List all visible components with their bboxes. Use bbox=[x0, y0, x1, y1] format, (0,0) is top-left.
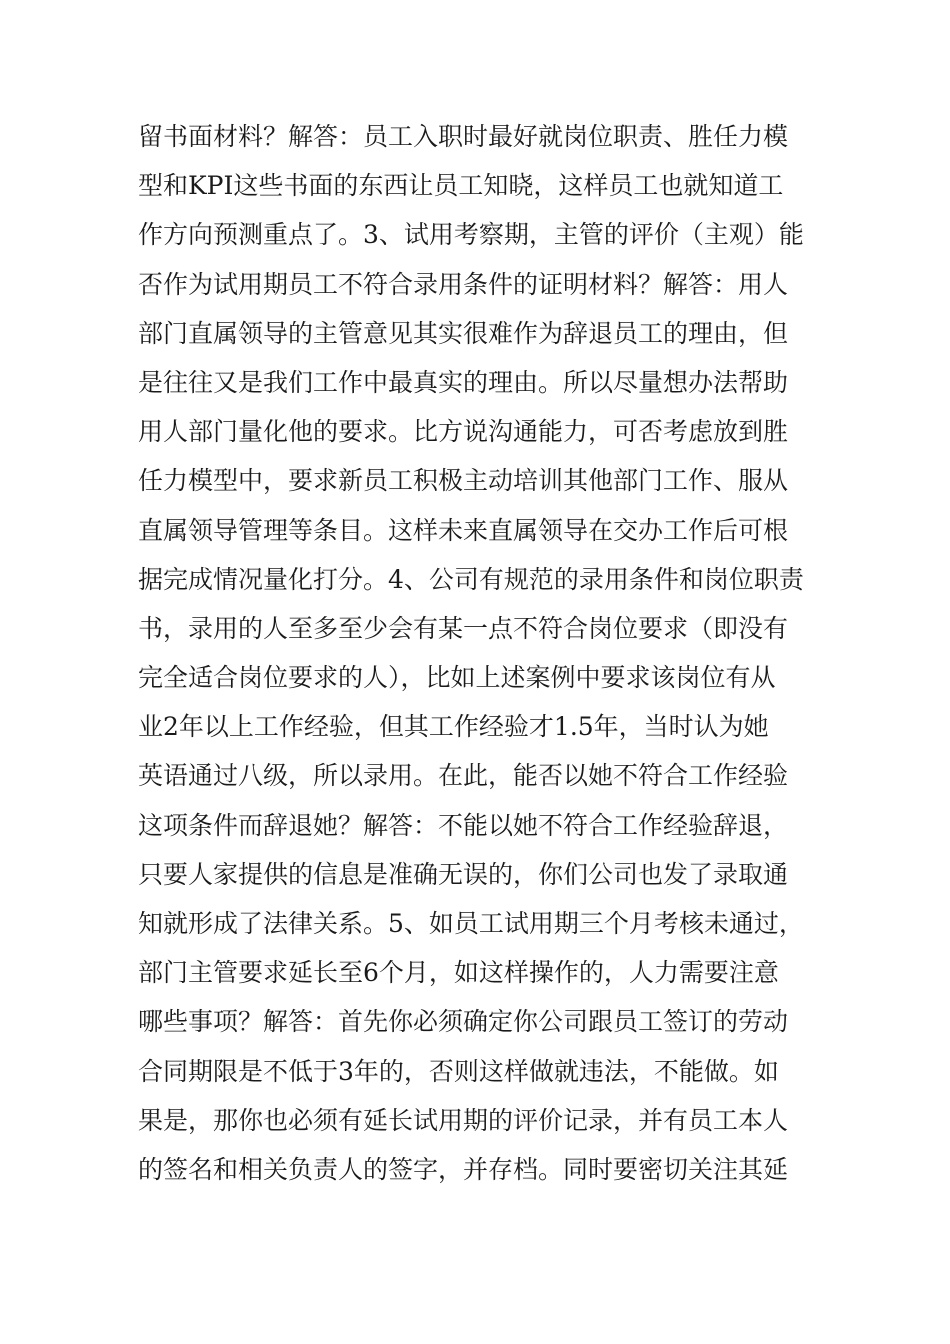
text-line: 这项条件而辞退她？解答：不能以她不符合工作经验辞退， bbox=[138, 810, 789, 840]
text-line: 部门直属领导的主管意见其实很难作为辞退员工的理由，但 bbox=[138, 318, 789, 348]
text-line: 哪些事项？解答：首先你必须确定你公司跟员工签订的劳动 bbox=[138, 1007, 789, 1037]
text-line: 作方向预测重点了。3、试用考察期，主管的评价（主观）能 bbox=[138, 220, 804, 250]
text-line: 完全适合岗位要求的人），比如上述案例中要求该岗位有从 bbox=[138, 663, 776, 693]
text-line: 书，录用的人至多至少会有某一点不符合岗位要求（即没有 bbox=[138, 613, 789, 643]
text-line: 英语通过八级，所以录用。在此，能否以她不符合工作经验 bbox=[138, 761, 789, 791]
text-line: 否作为试用期员工不符合录用条件的证明材料？解答：用人 bbox=[138, 269, 789, 299]
text-line: 合同期限是不低于3年的，否则这样做就违法，不能做。如 bbox=[138, 1056, 779, 1086]
text-line: 知就形成了法律关系。5、如员工试用期三个月考核未通过， bbox=[138, 909, 804, 938]
text-line: 部门主管要求延长至6个月，如这样操作的，人力需要注意 bbox=[138, 958, 779, 988]
text-line: 任力模型中，要求新员工积极主动培训其他部门工作、服从 bbox=[138, 466, 789, 496]
text-line: 直属领导管理等条目。这样未来直属领导在交办工作后可根 bbox=[138, 515, 789, 545]
text-line: 留书面材料？解答：员工入职时最好就岗位职责、胜任力模 bbox=[138, 122, 789, 151]
text-line: 据完成情况量化打分。4、公司有规范的录用条件和岗位职责 bbox=[138, 564, 804, 594]
text-line: 型和KPI这些书面的东西让员工知晓，这样员工也就知道工 bbox=[138, 171, 784, 201]
text-line: 的签名和相关负责人的签字，并存档。同时要密切关注其延 bbox=[138, 1154, 789, 1184]
text-line: 用人部门量化他的要求。比方说沟通能力，可否考虑放到胜 bbox=[138, 417, 789, 447]
text-line: 是往往又是我们工作中最真实的理由。所以尽量想办法帮助 bbox=[138, 367, 789, 397]
text-line: 只要人家提供的信息是准确无误的，你们公司也发了录取通 bbox=[138, 859, 789, 889]
text-line: 果是，那你也必须有延长试用期的评价记录，并有员工本人 bbox=[138, 1105, 789, 1135]
text-line: 业2年以上工作经验，但其工作经验才1.5年，当时认为她 bbox=[138, 712, 769, 742]
body-paragraph bbox=[138, 112, 828, 1194]
